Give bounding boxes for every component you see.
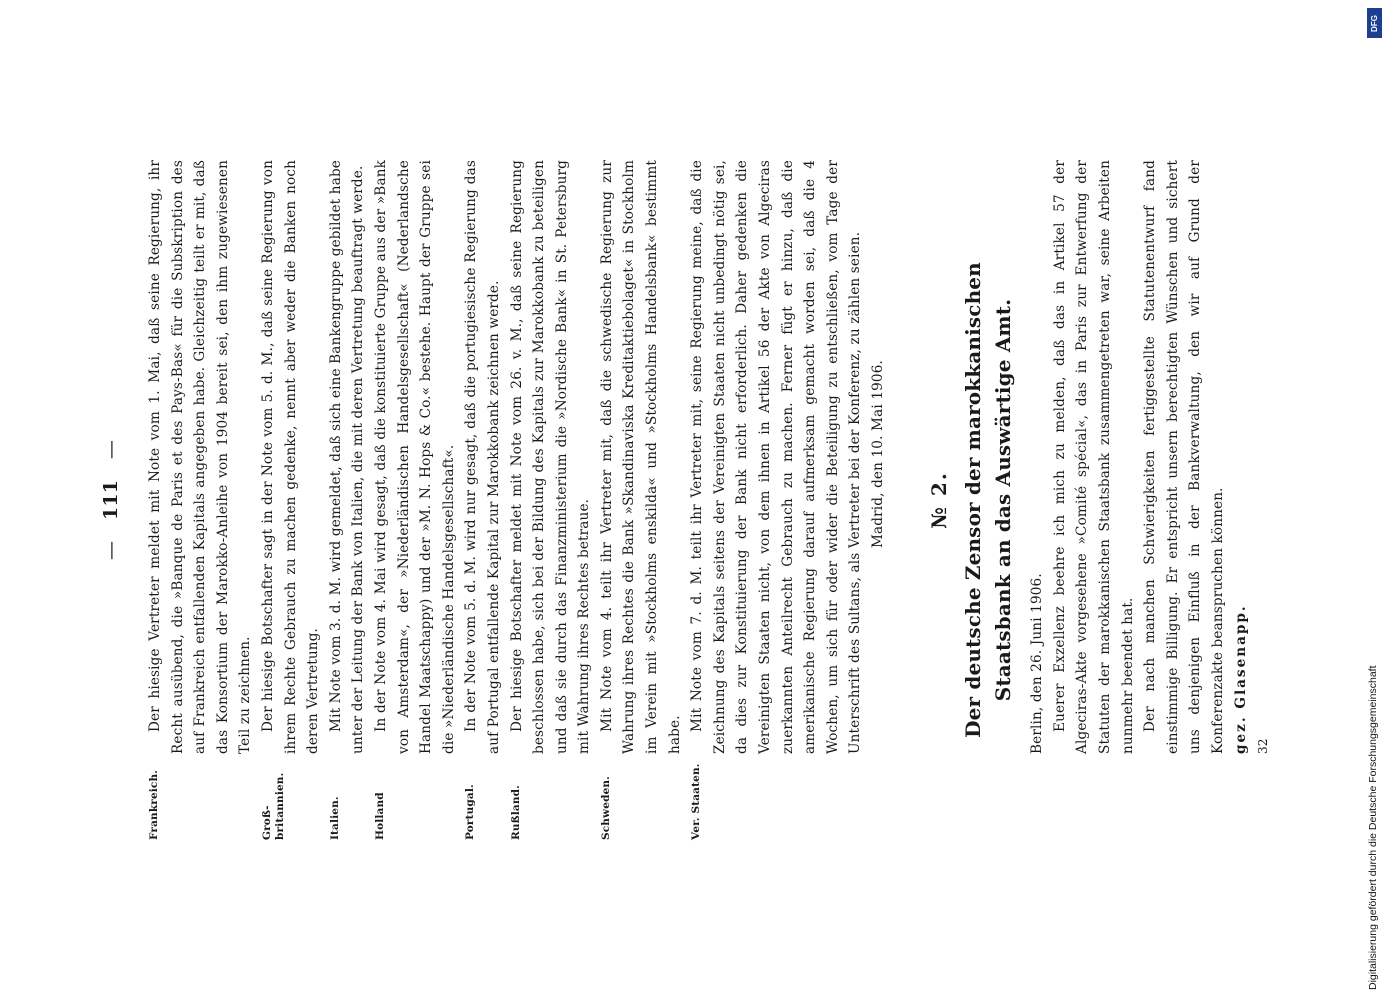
sheet-number: 32	[1256, 738, 1271, 754]
entry-text: Mit Note vom 4. teilt ihr Vertreter mit, daß die schwedische Regierung zur Wahrung ihres Rechtes die Bank »Skandinaviska Kreditaktiebolaget« in Stockholm im Verein mit »Stockholms enskilda« und »Stockholms Handelsbank« bestimmt habe.	[598, 160, 683, 754]
signature: gez. Glasenapp.	[1232, 604, 1249, 754]
entry-text: In der Note vom 4. Mai wird gesagt, daß die konstituierte Gruppe aus der »Bank von Amsterdam«, der »Niederländischen Handelsgesellschaft« (Nederlandsche Handel Maatschappy) und der »M. N. Hops & Co.« bestehe. Haupt der Gruppe sei die »Niederländische Handelsgesellschaft«.	[372, 160, 457, 754]
margin-note: Italien.	[328, 796, 341, 840]
entry-text: In der Note vom 5. d. M. wird nur gesagt, daß die portugiesische Regierung das auf Portugal entfallende Kapital zur Marokkobank zeichnen werde.	[463, 160, 502, 754]
place-date: Berlin, den 26. Juni 1906.	[1029, 573, 1046, 754]
margin-note: Holland	[373, 792, 386, 840]
page-number: 111	[100, 479, 122, 521]
margin-note: Schweden.	[599, 776, 612, 840]
funding-note: Digitalisierung gefördert durch die Deutsche Forschungsgemeinschaft	[1367, 665, 1379, 990]
entry-text: Der hiesige Botschafter meldet mit Note vom 26. v. M., daß seine Regierung beschlossen habe, sich bei der Bildung des Kapitals zur Marokkobank zu beteiligen und daß sie durch das Finanzministerium die »Nordische Bank« in St. Petersburg mit Wahrung ihres Rechtes betraue.	[508, 160, 593, 754]
entry-italien	[325, 160, 370, 840]
entry-vereinigte-staaten	[686, 160, 889, 840]
dfg-logo-icon	[1367, 8, 1382, 38]
entry-frankreich	[144, 160, 257, 840]
entry-holland	[370, 160, 460, 840]
entry-text: Mit Note vom 7. d. M. teilt ihr Vertreter mit, seine Regierung meine, daß die Zeichnung des Kapitals seitens der Vereinigten Staaten nicht unbedingt nötig sei, da dies zur Konstituierung der Bank nicht erforderlich. Daher gedenken die Vereinigten Staaten nicht, von dem ihnen in Artikel 56 der Akte von Algeciras zuerkannten Anteilrecht Gebrauch zu machen. Ferner fügt er hinzu, daß die amerikanische Regierung darauf aufmerksam gemacht worden sei, daß die 4 Wochen, um sich für oder wider die Beteiligung zu entschließen, vom Tage der Unterschrift des Sultans, als Vertreter bei der Konferenz, zu zählen seien.	[689, 160, 864, 754]
page-content	[100, 160, 1271, 840]
entry-portugal	[460, 160, 505, 840]
section-title: Der deutsche Zensor der marokkanischen Staatsbank an das Auswärtige Amt.	[961, 262, 1016, 738]
margin-note: Frankreich.	[148, 769, 160, 840]
entry-schweden	[596, 160, 686, 840]
header-dash-left: —	[100, 540, 122, 560]
page-header	[100, 160, 126, 840]
header-dash-right: —	[100, 440, 122, 460]
section-body	[1026, 160, 1275, 840]
entry-grossbritannien	[257, 160, 325, 840]
entry-text: Mit Note vom 3. d. M. wird gemeldet, daß sich eine Bankengruppe gebildet habe unter der Leitung der Bank von Italien, die mit deren Vertretung beauftragt werde.	[327, 160, 367, 754]
margin-note: Rußland.	[509, 785, 522, 840]
country-entries	[144, 160, 890, 840]
paragraph: Der nach manchen Schwierigkeiten fertiggestellte Statutenentwurf fand einstimmige Billigung. Er entspricht unsern berechtigten Wünschen und sichert uns denjenigen Einfluß in der Bankverwaltung, den wir auf Grund der Konferenzakte beanspruchen können.	[1142, 160, 1226, 754]
entry-text: Der hiesige Botschafter sagt in der Note vom 5. d. M., daß seine Regierung von ihrem Rechte Gebrauch zu machen gedenke, nennt aber weder die Banken noch deren Vertretung.	[259, 160, 322, 754]
section-number: № 2.	[926, 471, 951, 529]
margin-note: Groß-britannien.	[260, 772, 286, 840]
dfg-logo-text: DFG	[1370, 14, 1380, 32]
date-madrid: Madrid, den 10. Mai 1906.	[870, 360, 886, 549]
margin-note: Portugal.	[464, 784, 477, 840]
paragraph: Euerer Exzellenz beehre ich mich zu melden, daß das in Artikel 57 der Algeciras-Akte vorgesehene »Comité spécial«, das in Paris zur Entwerfung der Statuten der marokkanischen Staatsbank zusammengetreten war, seine Arbeiten nunmehr beendet hat.	[1051, 160, 1136, 754]
entry-text: Der hiesige Vertreter meldet mit Note vom 1. Mai, daß seine Regierung, ihr Recht ausübend, die »Banque de Paris et des Pays-Bas« für die Subskription des auf Frankreich entfallenden Kapitals angegeben habe. Gleichzeitig teilt er mit, daß das Konsortium der Marokko-Anleihe von 1904 bereit sei, den ihm zugewiesenen Teil zu zeichnen.	[147, 160, 254, 754]
margin-note: Ver. Staaten.	[690, 763, 703, 840]
entry-russland	[506, 160, 596, 840]
